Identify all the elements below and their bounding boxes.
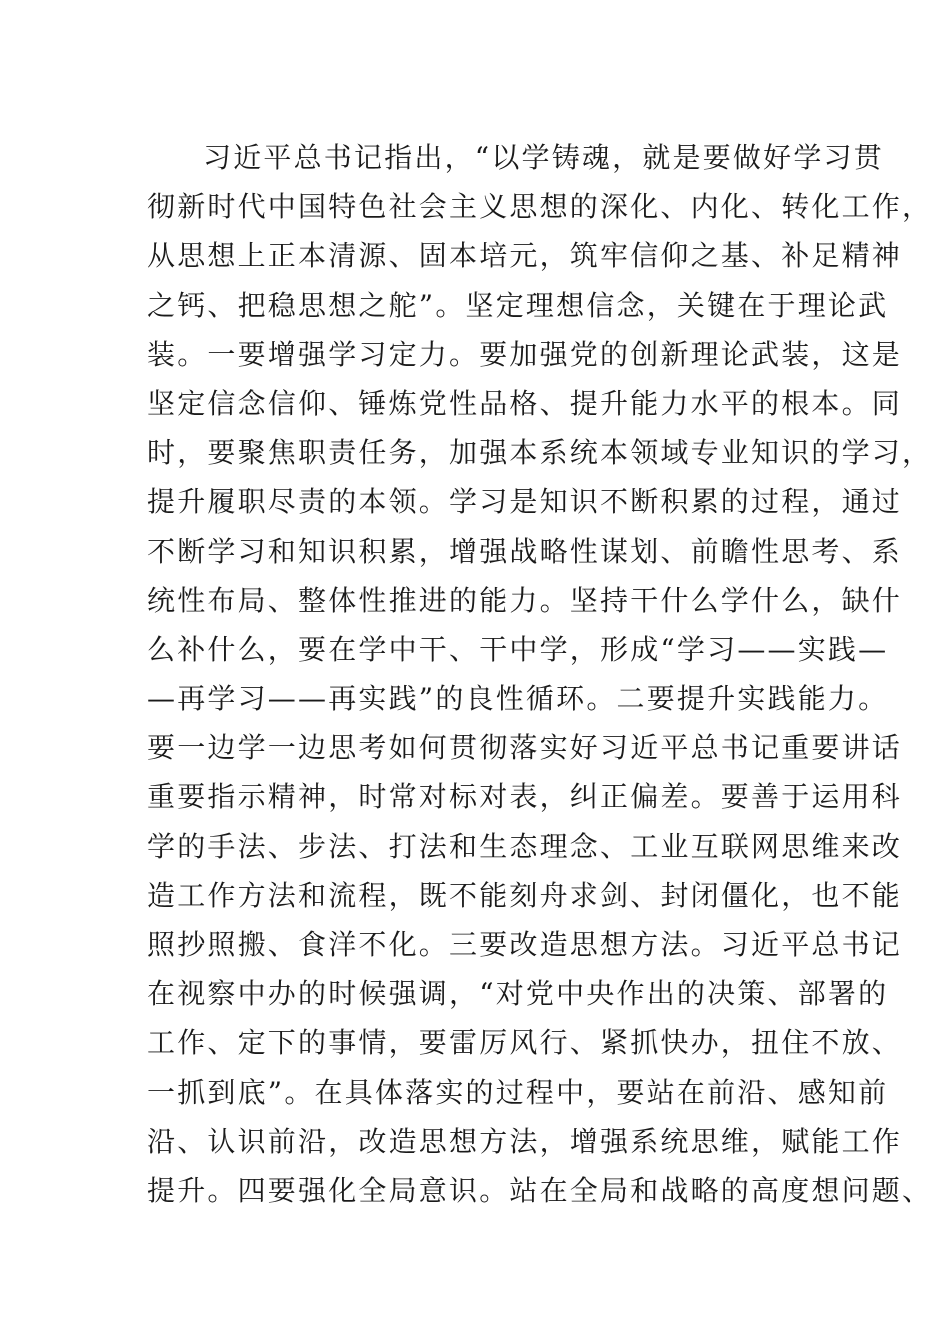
paragraph-line: 一抓到底”。在具体落实的过程中，要站在前沿、感知前	[147, 1075, 889, 1109]
paragraph-line: 提升履职尽责的本领。学习是知识不断积累的过程，通过	[147, 485, 903, 519]
paragraph-line: 么补什么，要在学中干、干中学，形成“学习——实践—	[147, 632, 889, 666]
paragraph-line: 统性布局、整体性推进的能力。坚持干什么学什么，缺什	[147, 583, 903, 617]
paragraph-line: 习近平总书记指出，“以学铸魂，就是要做好学习贯	[203, 141, 884, 174]
paragraph-line: 沿、认识前沿，改造思想方法，增强系统思维，赋能工作	[147, 1124, 903, 1158]
body-paragraph	[147, 133, 933, 1215]
paragraph-line: 照抄照搬、食洋不化。三要改造思想方法。习近平总书记	[147, 928, 903, 961]
paragraph-line: 之钙、把稳思想之舵”。坚定理想信念，关键在于理论武	[147, 288, 889, 322]
paragraph-line: 彻新时代中国特色社会主义思想的深化、内化、转化工作，	[147, 190, 933, 224]
paragraph-line: —再学习——再实践”的良性循环。二要提升实践能力。	[147, 682, 889, 716]
paragraph-line: 时，要聚焦职责任务，加强本系统本领域专业知识的学习，	[147, 436, 933, 470]
paragraph-line: 不断学习和知识积累，增强战略性谋划、前瞻性思考、系	[147, 534, 903, 568]
paragraph-line: 装。一要增强学习定力。要加强党的创新理论武装，这是	[147, 337, 903, 371]
paragraph-line: 重要指示精神，时常对标对表，纠正偏差。要善于运用科	[147, 780, 903, 814]
paragraph-line: 在视察中办的时候强调，“对党中央作出的决策、部署的	[147, 977, 889, 1011]
paragraph-line: 坚定信念信仰、锤炼党性品格、提升能力水平的根本。同	[147, 386, 903, 420]
paragraph-line: 学的手法、步法、打法和生态理念、工业互联网思维来改	[147, 829, 903, 863]
paragraph-line: 工作、定下的事情，要雷厉风行、紧抓快办，扭住不放、	[147, 1026, 903, 1060]
paragraph-line: 造工作方法和流程，既不能刻舟求剑、封闭僵化，也不能	[147, 878, 903, 912]
paragraph-line: 要一边学一边思考如何贯彻落实好习近平总书记重要讲话	[147, 731, 903, 765]
paragraph-line: 从思想上正本清源、固本培元，筑牢信仰之基、补足精神	[147, 239, 903, 273]
paragraph-line: 提升。四要强化全局意识。站在全局和战略的高度想问题、	[147, 1173, 933, 1207]
